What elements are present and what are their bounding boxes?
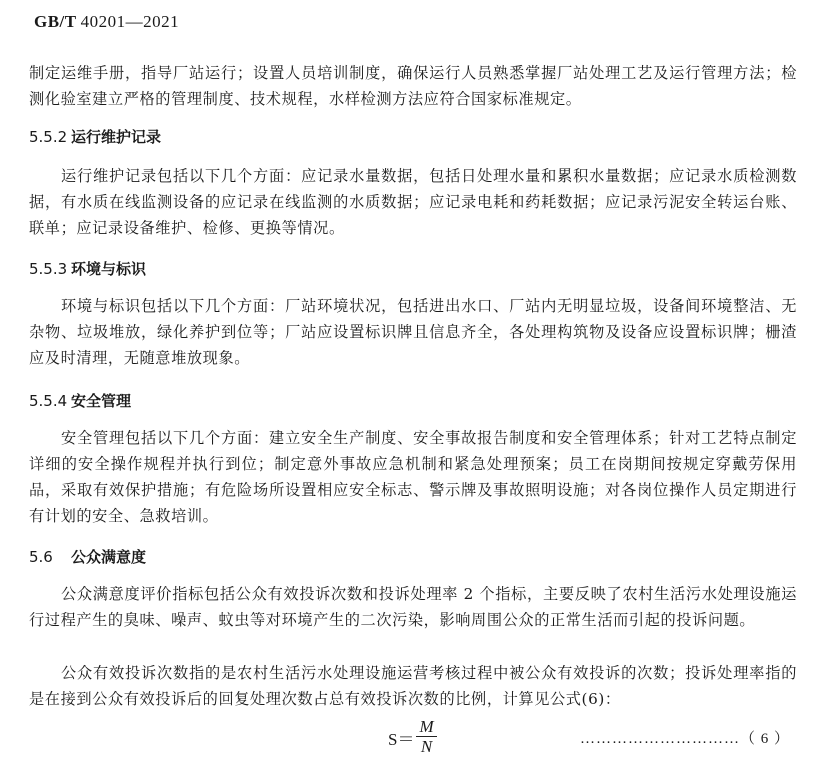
- section-number: 5.5.3: [29, 260, 68, 278]
- section-heading-5-5-2: [29, 127, 161, 147]
- standard-number: 40201—2021: [80, 12, 180, 31]
- section-title: 运行维护记录: [71, 128, 162, 146]
- section-5-6-paragraph-1: 公众满意度评价指标包括公众有效投诉次数和投诉处理率 2 个指标，主要反映了农村生活污水处理设施运行过程产生的臭味、噪声、蚊虫等对环境产生的二次污染，影响周围公众的正常生活而引起的投诉问题。: [29, 585, 797, 629]
- standard-code: [34, 12, 179, 32]
- formula-6: [388, 715, 437, 759]
- section-number: 5.5.4: [29, 392, 68, 410]
- section-5-5-4-paragraph: 安全管理包括以下几个方面：建立安全生产制度、安全事故报告制度和安全管理体系；针对工艺特点制定详细的安全操作规程并执行到位；制定意外事故应急机制和紧急处理预案；员工在岗期间按规定穿戴劳保用品，采取有效保护措施；有危险场所设置相应安全标志、警示牌及事故照明设施；对各岗位操作人员定期进行有计划的安全、急救培训。: [29, 429, 797, 525]
- section-number: 5.6: [29, 548, 53, 566]
- section-title: 环境与标识: [71, 260, 147, 278]
- section-heading-5-5-3: [29, 259, 146, 279]
- section-number: 5.5.2: [29, 128, 68, 146]
- section-title: 公众满意度: [71, 548, 147, 566]
- standard-prefix: GB/T: [34, 12, 77, 31]
- formula-denominator: N: [420, 736, 433, 756]
- intro-paragraph: 制定运维手册，指导厂站运行；设置人员培训制度，确保运行人员熟悉掌握厂站处理工艺及运行管理方法；检测化验室建立严格的管理制度、技术规程，水样检测方法应符合国家标准规定。: [29, 64, 797, 108]
- section-5-5-3-paragraph: 环境与标识包括以下几个方面：厂站环境状况，包括进出水口、厂站内无明显垃圾，设备间环境整洁、无杂物、垃圾堆放，绿化养护到位等；厂站应设置标识牌且信息齐全，各处理构筑物及设备应设置标识牌；栅渣应及时清理，无随意堆放现象。: [29, 297, 797, 367]
- section-heading-5-6: [29, 547, 146, 567]
- section-5-5-2-paragraph: 运行维护记录包括以下几个方面：应记录水量数据，包括日处理水量和累积水量数据；应记录水质检测数据，有水质在线监测设备的应记录在线监测的水质数据；应记录电耗和药耗数据；应记录污泥安全转运台账、联单；应记录设备维护、检修、更换等情况。: [29, 167, 797, 237]
- formula-fraction: [416, 718, 436, 757]
- section-heading-5-5-4: [29, 391, 131, 411]
- section-title: 安全管理: [71, 392, 132, 410]
- section-5-6-paragraph-2: 公众有效投诉次数指的是农村生活污水处理设施运营考核过程中被公众有效投诉的次数；投诉处理率指的是在接到公众有效投诉后的回复处理次数占总有效投诉次数的比例，计算见公式(6)：: [29, 664, 797, 708]
- equation-number: …………………………（ 6 ）: [580, 731, 791, 747]
- formula-numerator: M: [416, 718, 436, 737]
- formula-lhs: S＝: [388, 729, 415, 749]
